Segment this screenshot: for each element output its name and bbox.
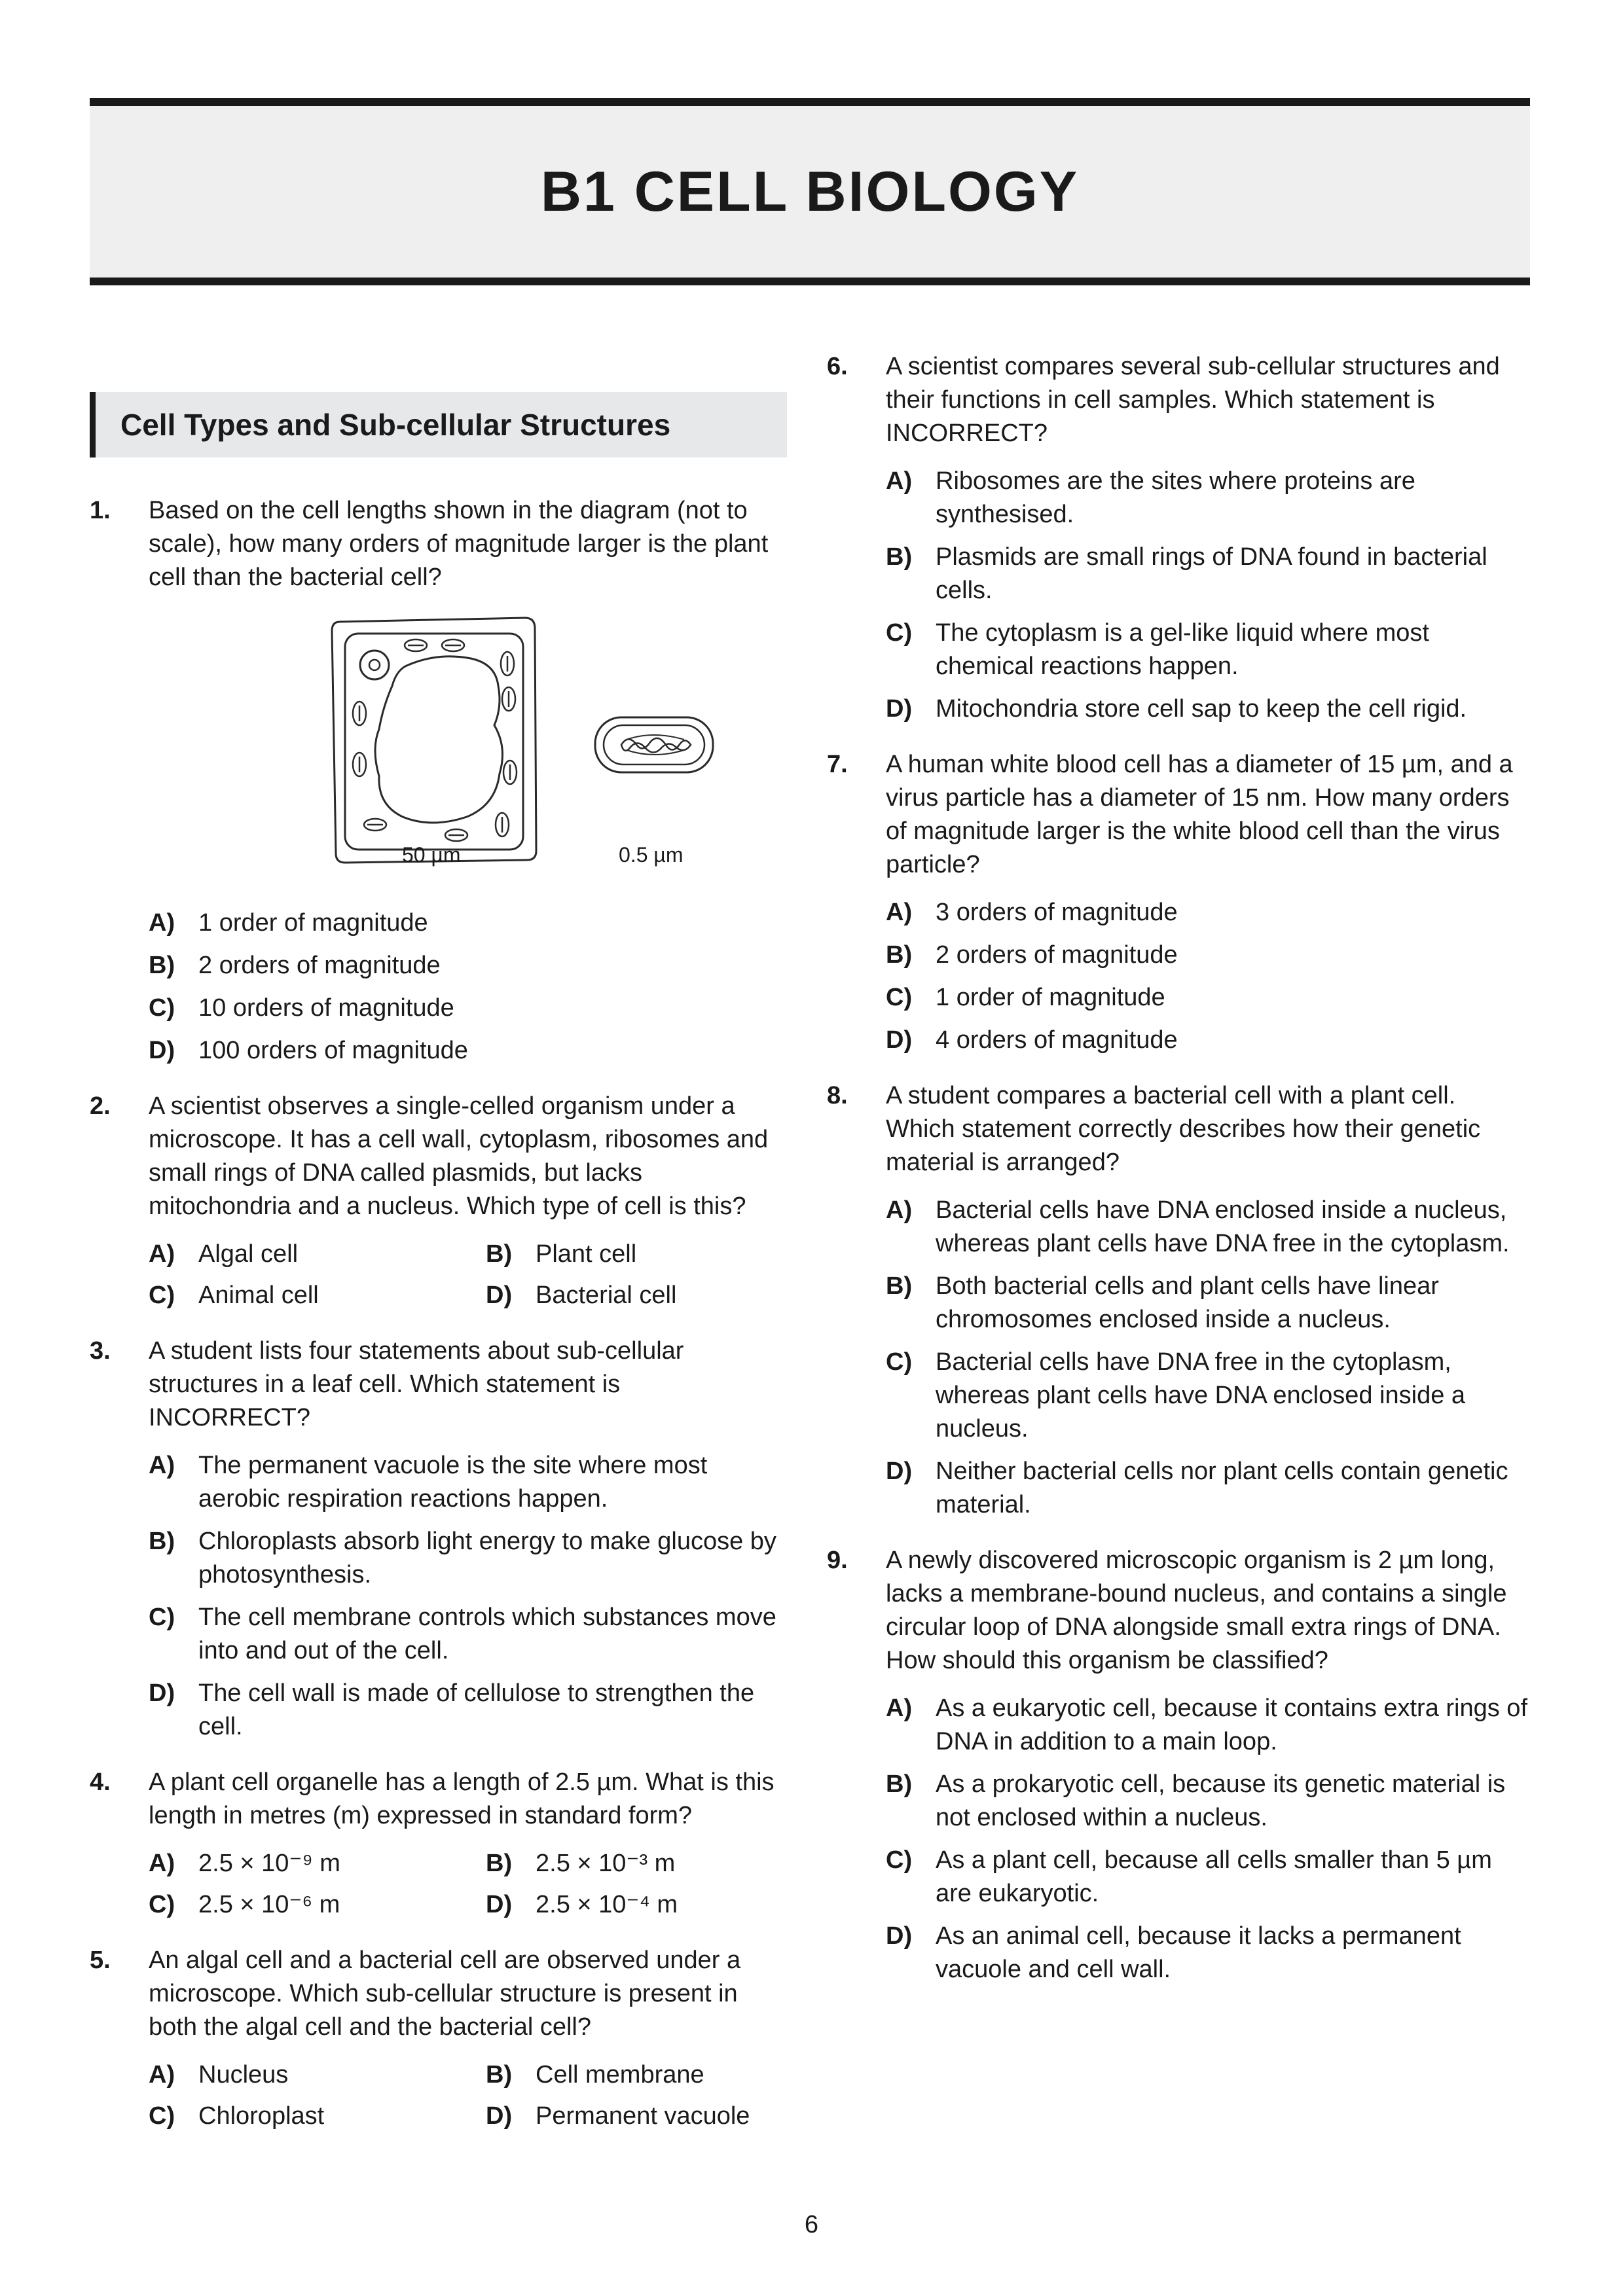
option-a[interactable] [886, 1692, 1530, 1759]
answer-options [149, 2058, 787, 2133]
option-text: As an animal cell, because it lacks a permanent vacuole and cell wall. [936, 1922, 1461, 1983]
option-text: The cytoplasm is a gel-like liquid where most chemical reactions happen. [936, 619, 1429, 680]
option-text: As a prokaryotic cell, because its genetic material is not enclosed within a nucleus. [936, 1770, 1506, 1831]
option-text: 2.5 × 10⁻⁹ m [198, 1850, 340, 1877]
answer-options [149, 1847, 787, 1922]
option-letter: A) [886, 1695, 913, 1722]
option-text: The cell membrane controls which substances move into and out of the cell. [198, 1604, 776, 1664]
question-5 [90, 1944, 787, 2133]
title-banner [90, 98, 1530, 285]
option-c[interactable] [886, 1844, 1530, 1910]
answer-options [149, 1449, 787, 1744]
question-stem: A plant cell organelle has a length of 2.5 µm. What is this length in metres (m) expressed in standard form? [149, 1768, 775, 1829]
bacterial-cell-length-label: 0.5 µm [619, 843, 684, 867]
option-text: Bacterial cells have DNA enclosed inside a nucleus, whereas plant cells have DNA free in the cytoplasm. [936, 1196, 1510, 1257]
cell-diagram-drawing [149, 609, 803, 884]
option-text: Bacterial cells have DNA free in the cytoplasm, whereas plant cells have DNA enclosed inside a nucleus. [936, 1348, 1466, 1443]
option-d[interactable] [149, 1677, 787, 1744]
option-b[interactable] [149, 949, 787, 982]
question-stem: A human white blood cell has a diameter of 15 µm, and a virus particle has a diameter of 15 nm. How many orders of magnitude larger is the white blood cell than the virus particle? [886, 751, 1513, 878]
option-b[interactable] [886, 1768, 1530, 1835]
option-text: 4 orders of magnitude [936, 1026, 1178, 1054]
option-c[interactable] [886, 981, 1530, 1014]
option-a[interactable] [149, 1238, 486, 1271]
option-letter: C) [149, 994, 175, 1022]
question-stem: A student lists four statements about sub-cellular structures in a leaf cell. Which statement is INCORRECT? [149, 1337, 684, 1431]
option-d[interactable] [149, 1034, 787, 1067]
question-8 [827, 1079, 1530, 1522]
option-text: Chloroplasts absorb light energy to make glucose by photosynthesis. [198, 1528, 776, 1588]
option-text: Nucleus [198, 2061, 289, 2089]
option-text: 2 orders of magnitude [936, 941, 1178, 969]
option-d[interactable] [486, 1888, 780, 1922]
question-number: 1. [90, 497, 111, 524]
left-column [90, 350, 787, 2155]
option-a[interactable] [149, 1449, 787, 1516]
option-letter: D) [886, 1922, 913, 1950]
option-a[interactable] [149, 1847, 486, 1880]
option-text: Permanent vacuole [536, 2102, 750, 2130]
option-letter: A) [149, 1850, 175, 1877]
permanent-vacuole [375, 656, 503, 823]
option-text: Plant cell [536, 1240, 637, 1268]
option-letter: D) [886, 1458, 913, 1485]
bacterial-cell-membrane [604, 725, 704, 764]
page-number: 6 [804, 2211, 819, 2238]
nucleolus [369, 660, 380, 670]
option-letter: D) [486, 2102, 513, 2130]
question-number: 3. [90, 1337, 111, 1365]
option-letter: C) [886, 1348, 913, 1376]
option-a[interactable] [886, 896, 1530, 929]
option-letter: C) [886, 619, 913, 647]
option-letter: D) [486, 1282, 513, 1309]
option-letter: A) [149, 1240, 175, 1268]
option-b[interactable] [486, 2058, 780, 2092]
option-c[interactable] [149, 1601, 787, 1668]
option-text: 3 orders of magnitude [936, 899, 1178, 926]
question-number: 9. [827, 1547, 848, 1574]
option-text: As a eukaryotic cell, because it contains extra rings of DNA in addition to a main loop. [936, 1695, 1528, 1755]
question-stem: A scientist observes a single-celled organism under a microscope. It has a cell wall, cytoplasm, ribosomes and small rings of DNA called plasmids, but lacks mitochondria and a nucleus. Which type of cell is this? [149, 1092, 769, 1220]
option-text: Both bacterial cells and plant cells have linear chromosomes enclosed inside a nucleus. [936, 1272, 1439, 1333]
question-stem: A scientist compares several sub-cellular structures and their functions in cell samples. Which statement is INCORRECT? [886, 353, 1500, 447]
option-d[interactable] [486, 1279, 780, 1312]
question-7 [827, 748, 1530, 1057]
question-number: 2. [90, 1092, 111, 1120]
answer-options [886, 1194, 1530, 1522]
option-a[interactable] [886, 1194, 1530, 1261]
option-letter: A) [886, 1196, 913, 1224]
option-a[interactable] [886, 465, 1530, 531]
option-text: 2 orders of magnitude [198, 952, 441, 979]
question-number: 8. [827, 1082, 848, 1109]
option-letter: D) [149, 1679, 175, 1707]
answer-options [886, 465, 1530, 726]
option-c[interactable] [149, 1279, 486, 1312]
answer-options [886, 1692, 1530, 1986]
option-d[interactable] [886, 1920, 1530, 1986]
option-letter: C) [886, 984, 913, 1011]
option-letter: B) [886, 1770, 913, 1798]
question-1 [90, 494, 787, 1067]
option-text: Chloroplast [198, 2102, 325, 2130]
option-letter: A) [886, 899, 913, 926]
question-3 [90, 1335, 787, 1744]
option-letter: D) [886, 1026, 913, 1054]
answer-options [149, 906, 787, 1067]
option-letter: A) [149, 1452, 175, 1479]
option-c[interactable] [149, 2100, 486, 2133]
option-text: Mitochondria store cell sap to keep the cell rigid. [936, 695, 1467, 723]
option-text: Algal cell [198, 1240, 299, 1268]
plant-cell-wall [332, 618, 536, 863]
option-letter: C) [149, 2102, 175, 2130]
bacterial-dna [621, 738, 691, 753]
option-text: 2.5 × 10⁻³ m [536, 1850, 676, 1877]
plant-cell-length-label: 50 µm [402, 843, 461, 867]
question-stem: A student compares a bacterial cell with a plant cell. Which statement correctly describes how their genetic material is arranged? [886, 1082, 1481, 1176]
question-stem: Based on the cell lengths shown in the diagram (not to scale), how many orders of magnitude larger is the plant cell than the bacterial cell? [149, 497, 769, 591]
option-text: 2.5 × 10⁻⁶ m [198, 1891, 340, 1918]
option-letter: B) [886, 941, 913, 969]
option-text: 2.5 × 10⁻⁴ m [536, 1891, 678, 1918]
option-text: 100 orders of magnitude [198, 1037, 468, 1064]
question-4 [90, 1766, 787, 1922]
option-letter: D) [886, 695, 913, 723]
option-text: 1 order of magnitude [936, 984, 1165, 1011]
option-letter: A) [886, 467, 913, 495]
option-text: Neither bacterial cells nor plant cells contain genetic material. [936, 1458, 1508, 1518]
option-b[interactable] [486, 1238, 780, 1271]
option-d[interactable] [486, 2100, 780, 2133]
option-letter: B) [486, 1850, 513, 1877]
cell-diagram [149, 609, 787, 893]
section-heading: Cell Types and Sub-cellular Structures [90, 392, 787, 457]
option-b[interactable] [886, 939, 1530, 972]
option-d[interactable] [886, 1455, 1530, 1522]
option-a[interactable] [149, 906, 787, 940]
right-column [827, 350, 1530, 2009]
option-text: 10 orders of magnitude [198, 994, 454, 1022]
answer-options [886, 896, 1530, 1057]
answer-options [149, 1238, 787, 1312]
option-text: Plasmids are small rings of DNA found in bacterial cells. [936, 543, 1487, 604]
option-letter: B) [149, 952, 175, 979]
question-2 [90, 1090, 787, 1312]
option-letter: A) [149, 2061, 175, 2089]
question-9 [827, 1544, 1530, 1986]
option-b[interactable] [149, 1525, 787, 1592]
question-6 [827, 350, 1530, 726]
option-text: The permanent vacuole is the site where most aerobic respiration reactions happen. [198, 1452, 708, 1513]
option-letter: B) [486, 2061, 513, 2089]
page-title: B1 CELL BIOLOGY [540, 160, 1080, 223]
option-a[interactable] [149, 2058, 486, 2092]
option-letter: C) [149, 1282, 175, 1309]
nucleus [360, 651, 389, 679]
option-c[interactable] [886, 1346, 1530, 1446]
option-d[interactable] [886, 692, 1530, 726]
option-c[interactable] [886, 617, 1530, 683]
option-text: As a plant cell, because all cells smaller than 5 µm are eukaryotic. [936, 1846, 1492, 1907]
question-stem: An algal cell and a bacterial cell are observed under a microscope. Which sub-cellular structure is present in both the algal cell and the bacterial cell? [149, 1946, 741, 2041]
question-number: 7. [827, 751, 848, 778]
option-letter: A) [149, 909, 175, 937]
option-text: The cell wall is made of cellulose to strengthen the cell. [198, 1679, 755, 1740]
option-b[interactable] [886, 541, 1530, 607]
option-b[interactable] [886, 1270, 1530, 1336]
option-c[interactable] [149, 992, 787, 1025]
option-text: Cell membrane [536, 2061, 704, 2089]
option-b[interactable] [486, 1847, 780, 1880]
question-stem: A newly discovered microscopic organism is 2 µm long, lacks a membrane-bound nucleus, and contains a single circular loop of DNA alongside small extra rings of DNA. How should this organism be classified? [886, 1547, 1507, 1674]
question-number: 5. [90, 1946, 111, 1974]
option-c[interactable] [149, 1888, 486, 1922]
option-letter: B) [886, 1272, 913, 1300]
option-text: Bacterial cell [536, 1282, 677, 1309]
option-d[interactable] [886, 1024, 1530, 1057]
option-text: 1 order of magnitude [198, 909, 428, 937]
option-letter: B) [886, 543, 913, 571]
option-letter: C) [149, 1604, 175, 1631]
option-letter: B) [149, 1528, 175, 1555]
option-letter: C) [886, 1846, 913, 1874]
option-text: Ribosomes are the sites where proteins are synthesised. [936, 467, 1415, 528]
option-letter: B) [486, 1240, 513, 1268]
question-number: 6. [827, 353, 848, 380]
option-text: Animal cell [198, 1282, 319, 1309]
question-number: 4. [90, 1768, 111, 1796]
option-letter: D) [149, 1037, 175, 1064]
option-letter: C) [149, 1891, 175, 1918]
option-letter: D) [486, 1891, 513, 1918]
